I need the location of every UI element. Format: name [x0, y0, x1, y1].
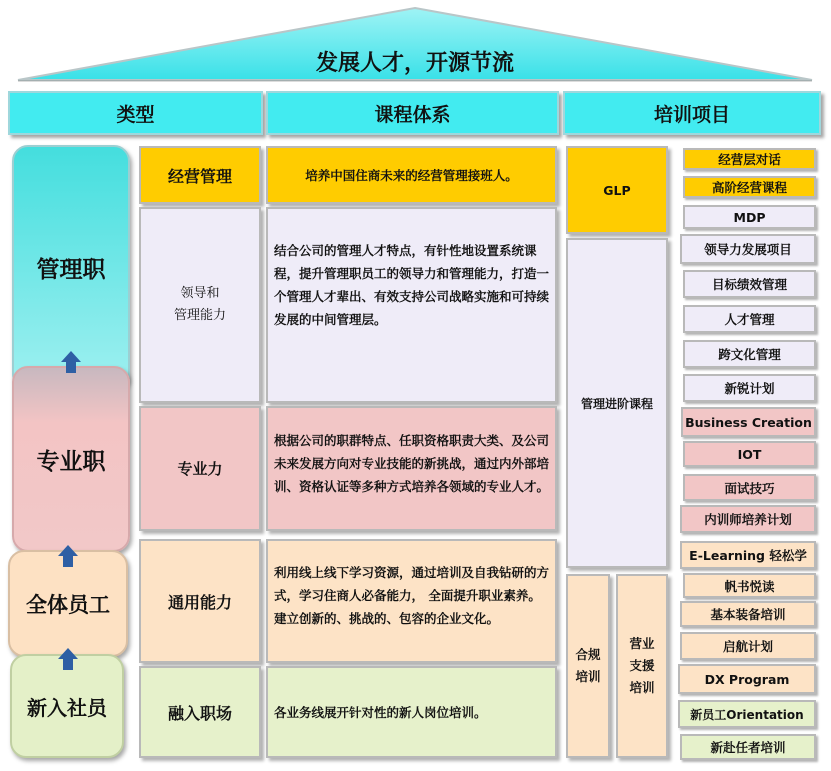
desc-leadership: 结合公司的管理人才特点，有针性地设置系统课程，提升管理职员工的领导力和管理能力，打造一个管理人才辈出、有效支持公司战略实施和可持续发展的中间管理层。 [266, 207, 557, 403]
training-item: 跨文化管理 [683, 340, 816, 368]
category-leadership-line1: 领导和 [180, 286, 220, 301]
training-item: 面试技巧 [683, 474, 816, 501]
training-item: 启航计划 [680, 632, 816, 660]
level-professional: 专业职 [12, 366, 130, 552]
desc-professional-skill: 根据公司的职群特点、任职资格职责大类、及公司未来发展方向对专业技能的新挑战，通过内外部培训、资格认证等多种方式培养各领域的专业人才。 [266, 406, 557, 531]
training-item: 人才管理 [683, 305, 816, 333]
program-business-support [616, 574, 668, 758]
training-item: 内训师培养计划 [680, 505, 816, 533]
desc-general-ability: 利用线上线下学习资源，通过培训及自我钻研的方式，学习住商人必备能力， 全面提升职业素养。建立创新的、挑战的、包容的企业文化。 [266, 539, 557, 663]
training-item: DX Program [678, 664, 816, 694]
category-leadership [139, 207, 261, 403]
training-item: 基本装备培训 [680, 601, 816, 627]
up-arrow-icon [58, 648, 78, 670]
program-business-support-line2: 支援 [629, 658, 655, 673]
category-onboarding: 融入职场 [139, 666, 261, 758]
level-management: 管理职 [12, 145, 130, 390]
header-type: 类型 [8, 91, 263, 135]
program-compliance-line2: 培训 [575, 669, 601, 684]
training-item: 帆书悦读 [683, 573, 816, 598]
page-title: 发展人才，开源节流 [315, 50, 514, 76]
category-general-ability: 通用能力 [139, 539, 261, 663]
program-business-support-line1: 营业 [629, 636, 655, 651]
training-item: 新员工Orientation [678, 700, 816, 728]
training-item: 高阶经营课程 [683, 176, 816, 198]
level-all-staff: 全体员工 [8, 550, 128, 657]
desc-onboarding: 各业务线展开针对性的新人岗位培训。 [266, 666, 557, 758]
training-item: Business Creation [681, 407, 816, 437]
training-item: 经营层对话 [683, 148, 816, 170]
training-item: 新赴任者培训 [680, 734, 816, 760]
program-glp: GLP [566, 146, 668, 234]
program-business-support-line3: 培训 [629, 680, 655, 695]
up-arrow-icon [61, 351, 81, 373]
category-leadership-line2: 管理能力 [173, 308, 226, 323]
training-item: 新锐计划 [683, 374, 816, 402]
training-item: E-Learning 轻松学 [680, 541, 816, 569]
desc-business-management: 培养中国住商未来的经营管理接班人。 [266, 146, 557, 204]
up-arrow-icon [58, 545, 78, 567]
program-compliance [566, 574, 610, 758]
category-business-management: 经营管理 [139, 146, 261, 204]
category-professional-skill: 专业力 [139, 406, 261, 531]
level-new-hire: 新入社员 [10, 654, 124, 758]
training-item: 领导力发展项目 [680, 234, 816, 264]
header-curriculum: 课程体系 [266, 91, 559, 135]
training-item: MDP [683, 205, 816, 229]
training-item: 目标绩效管理 [683, 270, 816, 298]
header-projects: 培训项目 [563, 91, 821, 135]
program-advanced-management: 管理进阶课程 [566, 238, 668, 568]
training-item: IOT [683, 441, 816, 467]
program-compliance-line1: 合规 [575, 647, 601, 662]
